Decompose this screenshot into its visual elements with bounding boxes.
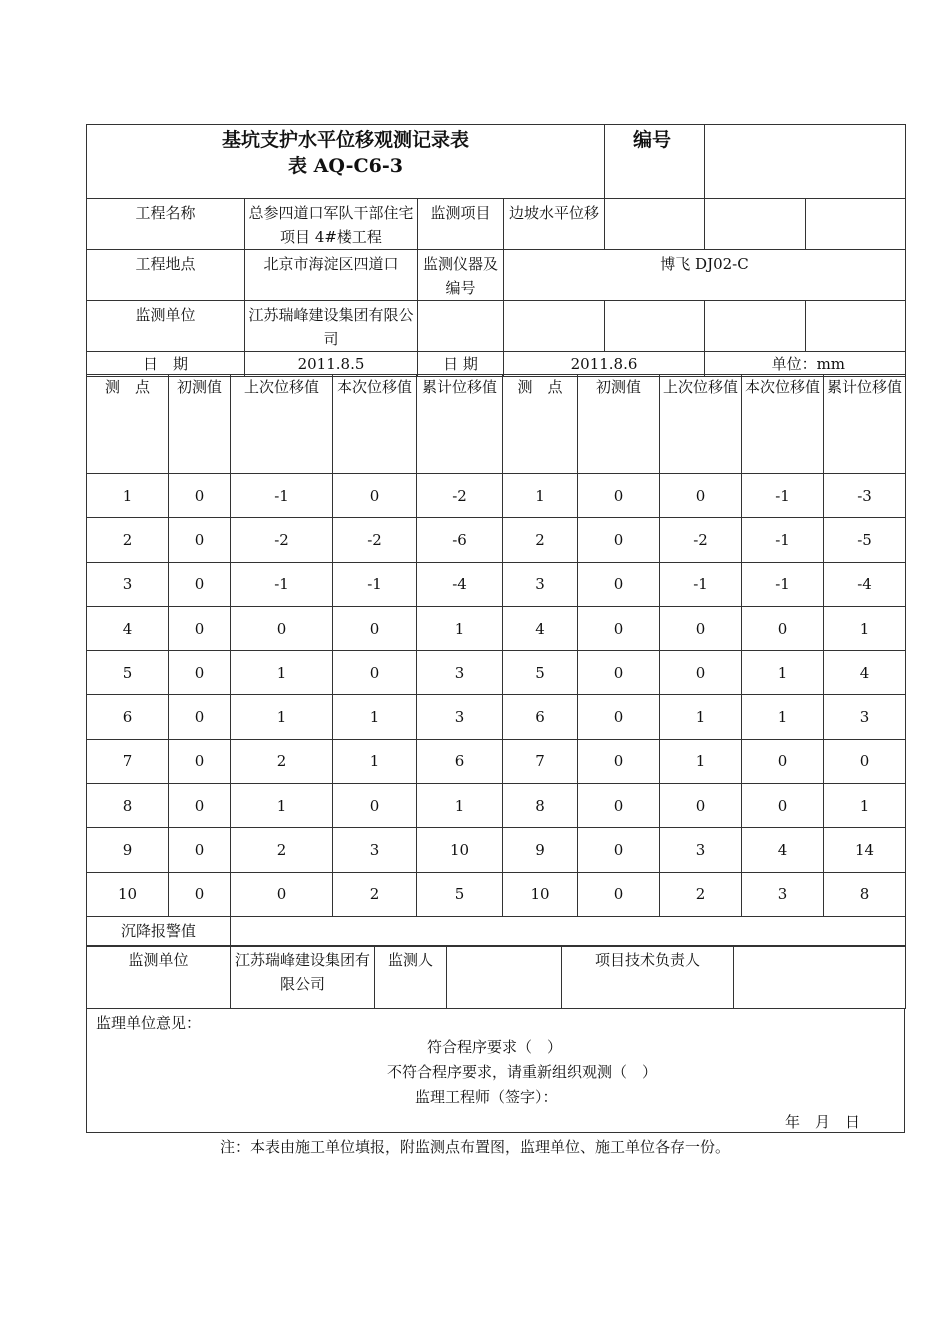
opinion-label: 监理单位意见： [96, 1014, 202, 1032]
number-value[interactable] [705, 125, 906, 199]
table-cell[interactable]: 0 [742, 606, 824, 650]
table-cell[interactable]: 0 [169, 739, 231, 783]
table-cell[interactable]: 0 [169, 695, 231, 739]
sign-unit-value[interactable]: 江苏瑞峰建设集团有限公司 [231, 946, 375, 1009]
location-value[interactable]: 北京市海淀区四道口 [245, 250, 418, 301]
table-cell[interactable]: 0 [333, 651, 417, 695]
table-cell[interactable]: -5 [824, 518, 906, 562]
table-cell[interactable]: 1 [333, 695, 417, 739]
table-cell[interactable]: 8 [503, 784, 578, 828]
project-name-value[interactable]: 总参四道口军队干部住宅项目 4#楼工程 [245, 199, 418, 250]
table-cell[interactable]: 10 [87, 872, 169, 916]
table-row [87, 872, 906, 916]
table-cell[interactable]: 0 [578, 518, 660, 562]
table-cell[interactable]: 3 [417, 695, 503, 739]
table-cell[interactable]: 1 [231, 695, 333, 739]
table-cell[interactable]: 0 [169, 872, 231, 916]
table-row [87, 474, 906, 518]
column-header: 累计位移值 [824, 375, 906, 474]
supervisor-opinion-box [86, 1008, 905, 1133]
instrument-value[interactable]: 博飞 DJ02-C [504, 250, 906, 301]
header-table [86, 124, 906, 377]
measurement-block [86, 374, 905, 947]
monitor-item-label: 监测项目 [418, 199, 504, 250]
table-cell[interactable]: 2 [503, 518, 578, 562]
table-cell[interactable]: 3 [333, 828, 417, 872]
date-label-2: 日 期 [418, 352, 504, 377]
table-cell[interactable]: -3 [824, 474, 906, 518]
table-cell[interactable]: 2 [660, 872, 742, 916]
table-cell[interactable]: 4 [87, 606, 169, 650]
table-cell[interactable]: 3 [742, 872, 824, 916]
table-cell[interactable]: 0 [660, 606, 742, 650]
table-cell[interactable]: 6 [503, 695, 578, 739]
table-cell[interactable]: 1 [231, 784, 333, 828]
column-header: 本次位移值 [742, 375, 824, 474]
alarm-label: 沉降报警值 [87, 916, 231, 946]
table-cell[interactable]: -1 [231, 474, 333, 518]
date-value-2[interactable]: 2011.8.6 [504, 352, 705, 377]
date-label-1: 日 期 [87, 352, 245, 377]
table-cell[interactable]: 10 [503, 872, 578, 916]
unit-text: 单位：mm [705, 352, 906, 377]
sign-table [86, 945, 906, 1009]
column-header: 本次位移值 [333, 375, 417, 474]
table-cell[interactable]: 0 [578, 695, 660, 739]
table-row [87, 562, 906, 606]
table-cell[interactable]: 3 [660, 828, 742, 872]
monitor-item-value[interactable]: 边坡水平位移 [504, 199, 605, 250]
blank-cell[interactable] [705, 301, 806, 352]
table-cell[interactable]: 1 [417, 784, 503, 828]
table-cell[interactable]: 1 [742, 695, 824, 739]
form-code: 表 AQ-C6-3 [288, 155, 403, 177]
alarm-value[interactable] [231, 916, 906, 946]
location-label: 工程地点 [87, 250, 245, 301]
table-cell[interactable]: 0 [578, 828, 660, 872]
table-cell[interactable]: -4 [417, 562, 503, 606]
table-cell[interactable]: 1 [231, 651, 333, 695]
table-row [87, 606, 906, 650]
table-cell[interactable]: 10 [417, 828, 503, 872]
table-cell[interactable]: 1 [333, 739, 417, 783]
column-header: 上次位移值 [231, 375, 333, 474]
number-label: 编号 [605, 125, 705, 199]
option-noncompliant[interactable]: 不符合程序要求，请重新组织观测（ ） [387, 1063, 658, 1081]
table-cell[interactable]: 0 [660, 784, 742, 828]
table-cell[interactable]: 6 [87, 695, 169, 739]
blank-cell[interactable] [504, 301, 605, 352]
table-cell[interactable]: 0 [578, 872, 660, 916]
table-cell[interactable]: 3 [87, 562, 169, 606]
table-cell[interactable]: 0 [660, 651, 742, 695]
table-cell[interactable]: 0 [742, 739, 824, 783]
table-cell[interactable]: 0 [169, 828, 231, 872]
table-cell[interactable]: 3 [824, 695, 906, 739]
sign-block [86, 945, 905, 1009]
table-cell[interactable]: 0 [578, 474, 660, 518]
table-cell[interactable]: 0 [578, 651, 660, 695]
table-cell[interactable]: 4 [503, 606, 578, 650]
table-cell[interactable]: 1 [503, 474, 578, 518]
project-name-label: 工程名称 [87, 199, 245, 250]
table-cell[interactable]: 0 [333, 474, 417, 518]
table-cell[interactable]: -1 [742, 518, 824, 562]
table-cell[interactable]: 0 [824, 739, 906, 783]
table-cell[interactable]: 0 [333, 784, 417, 828]
table-cell[interactable]: 0 [578, 562, 660, 606]
table-cell[interactable]: 0 [169, 562, 231, 606]
table-cell[interactable]: 9 [87, 828, 169, 872]
table-cell[interactable]: 0 [169, 651, 231, 695]
opinion-date: 年 月 日 [785, 1113, 861, 1131]
table-cell[interactable]: 6 [417, 739, 503, 783]
table-cell[interactable]: -6 [417, 518, 503, 562]
column-header: 上次位移值 [660, 375, 742, 474]
alarm-row [87, 916, 906, 946]
table-cell[interactable]: -2 [417, 474, 503, 518]
monitor-unit-value[interactable]: 江苏瑞峰建设集团有限公司 [245, 301, 418, 352]
table-cell[interactable]: -1 [333, 562, 417, 606]
table-cell[interactable]: 2 [231, 739, 333, 783]
table-cell[interactable]: 1 [824, 784, 906, 828]
engineer-signature-label: 监理工程师（签字）： [415, 1088, 558, 1106]
table-cell[interactable]: 1 [742, 651, 824, 695]
title-cell [87, 125, 605, 199]
table-cell[interactable]: 0 [742, 784, 824, 828]
table-cell[interactable]: -1 [742, 474, 824, 518]
tech-lead-label: 项目技术负责人 [562, 946, 734, 1009]
table-cell[interactable]: -1 [660, 562, 742, 606]
table-cell[interactable]: 0 [333, 606, 417, 650]
table-cell[interactable]: 0 [578, 739, 660, 783]
table-cell[interactable]: 8 [824, 872, 906, 916]
table-row [87, 695, 906, 739]
table-cell[interactable]: 0 [578, 606, 660, 650]
monitor-person-value[interactable] [447, 946, 562, 1009]
table-cell[interactable]: 3 [503, 562, 578, 606]
table-row [87, 828, 906, 872]
blank-cell[interactable] [605, 199, 705, 250]
column-header-row [87, 375, 906, 474]
table-cell[interactable]: 5 [503, 651, 578, 695]
table-cell[interactable]: 8 [87, 784, 169, 828]
instrument-label: 监测仪器及编号 [418, 250, 504, 301]
table-cell[interactable]: 4 [824, 651, 906, 695]
table-row [87, 518, 906, 562]
table-cell[interactable]: 7 [87, 739, 169, 783]
table-row [87, 651, 906, 695]
form-title: 基坑支护水平位移观测记录表 [222, 129, 470, 151]
blank-cell[interactable] [418, 301, 504, 352]
column-header: 初测值 [578, 375, 660, 474]
table-cell[interactable]: 0 [231, 872, 333, 916]
table-cell[interactable]: 2 [87, 518, 169, 562]
table-cell[interactable]: 1 [660, 695, 742, 739]
blank-cell[interactable] [605, 301, 705, 352]
table-cell[interactable]: -1 [231, 562, 333, 606]
table-cell[interactable]: -2 [333, 518, 417, 562]
table-cell[interactable]: 14 [824, 828, 906, 872]
option-compliant[interactable]: 符合程序要求（ ） [427, 1038, 563, 1056]
table-cell[interactable]: 5 [417, 872, 503, 916]
measurement-table [86, 374, 906, 947]
blank-cell[interactable] [806, 301, 906, 352]
table-cell[interactable]: 0 [169, 518, 231, 562]
table-cell[interactable]: 0 [169, 606, 231, 650]
footnote: 注：本表由施工单位填报，附监测点布置图，监理单位、施工单位各存一份。 [219, 1138, 730, 1156]
table-row [87, 739, 906, 783]
table-cell[interactable]: 9 [503, 828, 578, 872]
table-cell[interactable]: 2 [231, 828, 333, 872]
date-value-1[interactable]: 2011.8.5 [245, 352, 418, 377]
table-cell[interactable]: 0 [578, 784, 660, 828]
table-cell[interactable]: 4 [742, 828, 824, 872]
blank-cell[interactable] [806, 199, 906, 250]
table-cell[interactable]: -2 [660, 518, 742, 562]
column-header: 初测值 [169, 375, 231, 474]
table-cell[interactable]: 0 [169, 784, 231, 828]
table-cell[interactable]: 3 [417, 651, 503, 695]
table-cell[interactable]: 5 [87, 651, 169, 695]
table-cell[interactable]: 7 [503, 739, 578, 783]
tech-lead-value[interactable] [734, 946, 906, 1009]
monitor-unit-label: 监测单位 [87, 301, 245, 352]
table-cell[interactable]: 1 [824, 606, 906, 650]
blank-cell[interactable] [705, 199, 806, 250]
table-cell[interactable]: -1 [742, 562, 824, 606]
column-header: 测 点 [503, 375, 578, 474]
monitor-person-label: 监测人 [375, 946, 447, 1009]
table-cell[interactable]: 2 [333, 872, 417, 916]
table-cell[interactable]: -4 [824, 562, 906, 606]
sign-unit-label: 监测单位 [87, 946, 231, 1009]
table-row [87, 784, 906, 828]
column-header: 累计位移值 [417, 375, 503, 474]
column-header: 测 点 [87, 375, 169, 474]
form-header-block [86, 124, 905, 377]
table-cell[interactable]: -2 [231, 518, 333, 562]
table-cell[interactable]: 1 [417, 606, 503, 650]
table-cell[interactable]: 0 [169, 474, 231, 518]
table-cell[interactable]: 1 [87, 474, 169, 518]
table-cell[interactable]: 1 [660, 739, 742, 783]
table-cell[interactable]: 0 [231, 606, 333, 650]
table-cell[interactable]: 0 [660, 474, 742, 518]
